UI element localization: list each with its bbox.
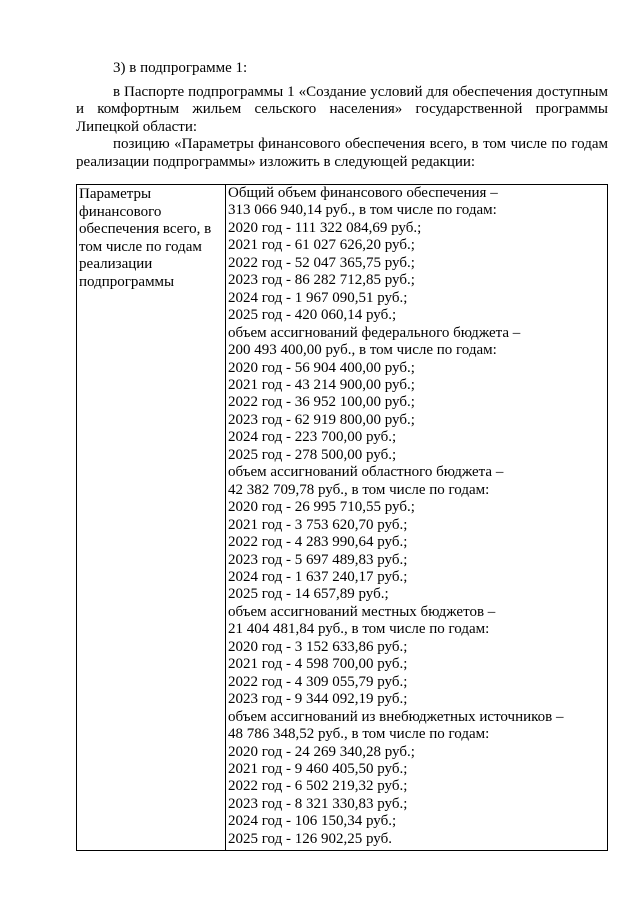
value-line: 2020 год - 3 152 633,86 руб.;	[228, 638, 408, 655]
table-row	[77, 185, 608, 851]
intro-block	[76, 60, 608, 172]
value-line: 2024 год - 106 150,34 руб.;	[228, 813, 397, 830]
value-line: 2025 год - 420 060,14 руб.;	[228, 307, 397, 324]
value-line: 2020 год - 26 995 710,55 руб.;	[228, 499, 415, 516]
value-line: 313 066 940,14 руб., в том числе по годам:	[228, 202, 497, 219]
value-line: 2025 год - 278 500,00 руб.;	[228, 446, 397, 463]
value-line: 2022 год - 52 047 365,75 руб.;	[228, 254, 415, 271]
value-line: 2024 год - 223 700,00 руб.;	[228, 429, 397, 446]
value-line: 48 786 348,52 руб., в том числе по годам:	[228, 726, 490, 743]
value-line: 200 493 400,00 руб., в том числе по годам:	[228, 342, 497, 359]
value-line: 2022 год - 6 502 219,32 руб.;	[228, 778, 408, 795]
value-line: 2025 год - 14 657,89 руб.;	[228, 586, 389, 603]
value-line: 2024 год - 1 967 090,51 руб.;	[228, 289, 408, 306]
value-line: 2025 год - 126 902,25 руб.	[228, 830, 392, 847]
value-line: 2020 год - 24 269 340,28 руб.;	[228, 743, 415, 760]
value-line: объем ассигнований областного бюджета –	[228, 464, 504, 481]
value-line: 21 404 481,84 руб., в том числе по годам:	[228, 621, 490, 638]
value-line: 2021 год - 43 214 900,00 руб.;	[228, 376, 415, 393]
values-list	[228, 185, 607, 848]
section-heading: 3) в подпрограмме 1:	[113, 60, 248, 76]
value-line: 2023 год - 86 282 712,85 руб.;	[228, 272, 415, 289]
value-line: 2020 год - 56 904 400,00 руб.;	[228, 359, 415, 376]
value-line: 2023 год - 5 697 489,83 руб.;	[228, 551, 408, 568]
paragraph-passport: в Паспорте подпрограммы 1 «Создание условий для обеспечения доступным и комфортным жильем сельского населения» государственной программы Липецкой области:	[76, 83, 608, 135]
parameter-values-cell	[226, 185, 608, 851]
value-line: 2022 год - 36 952 100,00 руб.;	[228, 394, 415, 411]
value-line: 2021 год - 61 027 626,20 руб.;	[228, 237, 415, 254]
value-line: 2020 год - 111 322 084,69 руб.;	[228, 219, 422, 236]
value-line: объем ассигнований местных бюджетов –	[228, 603, 496, 620]
value-line: 2024 год - 1 637 240,17 руб.;	[228, 568, 408, 585]
value-line: 42 382 709,78 руб., в том числе по годам:	[228, 481, 490, 498]
value-line: 2022 год - 4 309 055,79 руб.;	[228, 673, 408, 690]
value-line: Общий объем финансового обеспечения –	[228, 185, 498, 201]
value-line: 2021 год - 3 753 620,70 руб.;	[228, 516, 408, 533]
value-line: объем ассигнований из внебюджетных источников –	[228, 708, 564, 725]
value-line: объем ассигнований федерального бюджета –	[228, 324, 521, 341]
parameter-label: Параметры финансового обеспечения всего, в том числе по годам реализации подпрограммы	[79, 186, 212, 290]
value-line: 2023 год - 8 321 330,83 руб.;	[228, 795, 408, 812]
value-line: 2021 год - 9 460 405,50 руб.;	[228, 760, 408, 777]
value-line: 2023 год - 9 344 092,19 руб.;	[228, 691, 408, 708]
paragraph-position: позицию «Параметры финансового обеспечения всего, в том числе по годам реализации подпрограммы» изложить в следующей редакции:	[76, 136, 608, 170]
value-line: 2022 год - 4 283 990,64 руб.;	[228, 534, 408, 551]
parameter-label-cell	[77, 185, 226, 851]
value-line: 2021 год - 4 598 700,00 руб.;	[228, 656, 408, 673]
financing-parameters-table	[76, 184, 608, 851]
value-line: 2023 год - 62 919 800,00 руб.;	[228, 411, 415, 428]
